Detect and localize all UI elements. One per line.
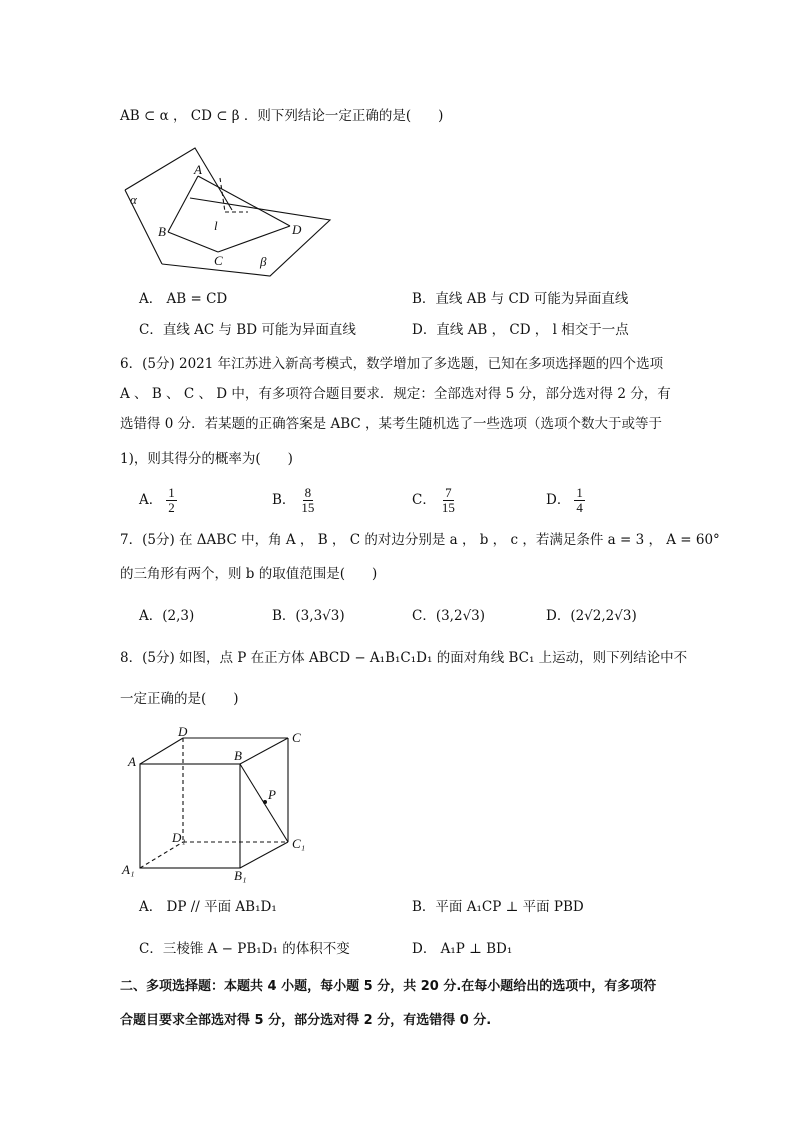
q8-option-d: D． A₁P ⊥ BD₁ [412,941,513,957]
q5-label-C: C [214,253,223,268]
q8-label-P: P [268,787,276,802]
q8-label-A: A [128,754,136,769]
q6-option-d-num: 1 [576,485,583,500]
q5-label-l: l [214,218,218,233]
q8-label-D: D [178,724,188,739]
q8-option-b: B．平面 A₁CP ⊥ 平面 PBD [412,899,584,915]
q6-option-a-den: 2 [168,500,175,515]
q7-option-b: B．(3,3√3) [272,608,345,624]
section-2-heading-line-2: 合题目要求全部选对得 5 分，部分选对得 2 分，有选错得 0 分. [120,1013,492,1028]
q5-planes-figure [120,140,340,280]
q6-option-b-den: 15 [301,500,315,515]
q5-label-D: D [292,222,302,237]
q5-option-a: A． AB = CD [139,291,228,307]
q6-option-d [546,486,585,515]
q7-option-d: D．(2√2,2√3) [546,608,637,624]
q5-stem: AB ⊂ α ， CD ⊂ β ．则下列结论一定正确的是( ) [120,108,444,124]
q6-option-d-den: 4 [576,500,583,515]
q6-line-2: A 、 B 、 C 、 D 中，有多项符合题目要求．规定：全部选对得 5 分，部分选对得 2 分，有 [120,386,671,402]
q8-option-a: A． DP // 平面 AB₁D₁ [139,899,277,915]
q6-option-c-den: 15 [441,500,455,515]
q8-label-B: B [234,748,242,763]
q7-option-a: A．(2,3) [139,608,195,624]
q6-option-b-label: B． [272,492,296,508]
q6-line-1: 6．(5分) 2021 年江苏进入新高考模式，数学增加了多选题，已知在多项选择题的四个选项 [120,356,664,372]
q5-label-beta: β [260,254,267,269]
q5-option-b: B．直线 AB 与 CD 可能为异面直线 [412,291,629,307]
q6-option-a-num: 1 [168,485,175,500]
q6-option-c [412,486,457,515]
q7-line-1: 7．(5分) 在 ΔABC 中，角 A ， B ， C 的对边分别是 a ， b ， c ，若满足条件 a = 3 ， A = 60° [120,532,720,548]
q6-option-a-fraction [166,486,177,515]
q5-option-c: C．直线 AC 与 BD 可能为异面直线 [139,322,356,338]
q7-line-2: 的三角形有两个，则 b 的取值范围是( ) [120,566,378,582]
q5-label-A: A [194,162,202,177]
q6-option-c-fraction [440,486,457,515]
q8-label-B1: B₁ [234,868,247,883]
q8-line-2: 一定正确的是( ) [120,691,239,707]
q5-label-B: B [158,224,166,239]
q6-option-c-num: 7 [445,485,452,500]
q6-option-b-fraction [299,486,316,515]
q8-line-1: 8．(5分) 如图，点 P 在正方体 ABCD − A₁B₁C₁D₁ 的面对角线 BC₁ 上运动，则下列结论中不 [120,650,688,666]
q8-label-A1: A₁ [122,862,135,877]
q6-option-b [272,486,316,515]
q6-option-a [139,486,177,515]
q6-line-4: 1)，则其得分的概率为( ) [120,451,293,467]
q6-option-c-label: C． [412,492,436,508]
section-2-heading-line-1: 二、多项选择题：本题共 4 小题，每小题 5 分，共 20 分.在每小题给出的选项中，有多项符 [120,979,657,994]
q8-cube-figure [118,724,318,884]
q7-option-c: C．(3,2√3) [412,608,486,624]
q6-option-b-num: 8 [304,485,312,500]
q8-label-C1: C₁ [292,836,306,851]
q6-line-3: 选错得 0 分．若某题的正确答案是 ABC ，某考生随机选了一些选项（选项个数大于或等于 [120,416,663,432]
q5-label-alpha: α [130,192,137,207]
q5-option-d: D．直线 AB ， CD ， l 相交于一点 [412,322,629,338]
q8-label-C: C [292,730,301,745]
q6-option-d-label: D． [546,492,571,508]
q8-label-D1: D₁ [172,830,186,845]
q6-option-d-fraction [574,486,585,515]
q8-option-c: C．三棱锥 A − PB₁D₁ 的体积不变 [139,941,350,957]
q6-option-a-label: A． [139,492,163,508]
